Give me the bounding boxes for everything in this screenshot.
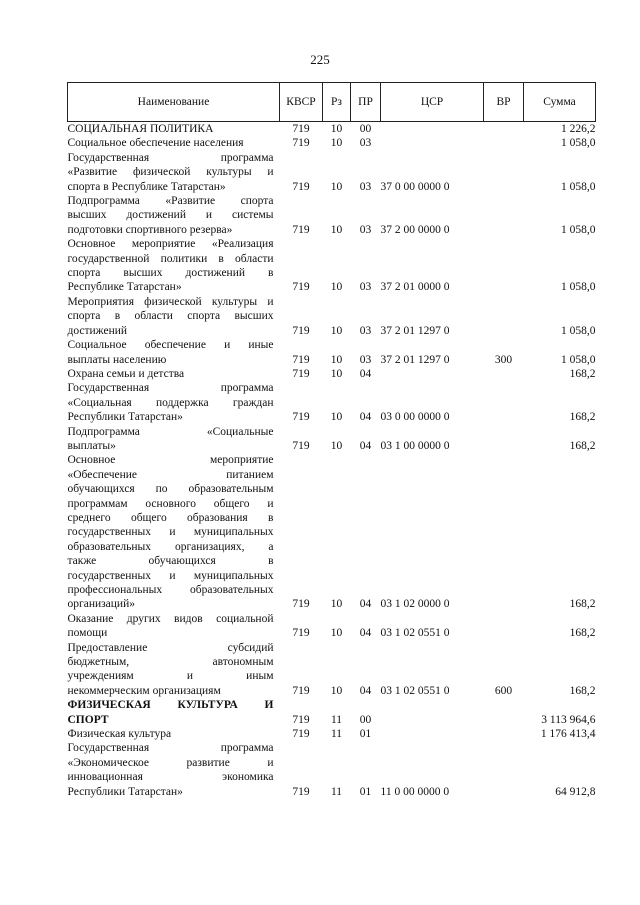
row-csr: 37 2 00 0000 0 xyxy=(380,223,450,236)
row-name-line: Государственная программа xyxy=(67,151,274,164)
row-name-line: «Экономическое развитие и xyxy=(67,756,274,769)
table-row xyxy=(68,122,596,137)
row-kvsr: 719 xyxy=(292,411,310,424)
row-rz: 10 xyxy=(330,137,343,150)
row-csr: 37 2 01 1297 0 xyxy=(380,324,450,337)
row-pr: 04 xyxy=(359,411,372,424)
row-sum: 168,2 xyxy=(569,367,596,380)
row-csr: 03 1 02 0000 0 xyxy=(380,598,450,611)
row-csr xyxy=(381,727,484,741)
table-row xyxy=(68,237,596,295)
table-row xyxy=(68,741,596,799)
row-name xyxy=(68,698,280,727)
row-pr: 00 xyxy=(359,713,372,726)
row-name-line: обучающихся по образовательным xyxy=(67,483,274,496)
row-vr: 600 xyxy=(494,684,513,697)
header-sum: Сумма xyxy=(524,83,596,122)
row-rz: 10 xyxy=(330,123,343,135)
row-name xyxy=(68,453,280,611)
row-vr xyxy=(484,612,524,641)
row-vr xyxy=(484,381,524,424)
row-name-line: Физическая культура xyxy=(67,728,172,741)
table-row xyxy=(68,698,596,727)
row-csr: 37 2 01 0000 0 xyxy=(380,281,450,294)
row-rz: 10 xyxy=(330,180,343,193)
row-name-line: достижений xyxy=(67,324,128,337)
row-name-line: Государственная программа xyxy=(67,382,274,395)
row-name xyxy=(68,338,280,367)
row-rz: 11 xyxy=(330,785,343,798)
row-name-line: организаций» xyxy=(67,598,135,611)
row-rz: 10 xyxy=(330,684,343,697)
header-rz: Рз xyxy=(323,83,351,122)
budget-table xyxy=(67,82,596,799)
row-name-line: выплаты населению xyxy=(67,353,167,366)
row-name xyxy=(68,194,280,237)
row-name-line: «Развитие физической культуры и xyxy=(67,166,274,179)
row-vr xyxy=(484,136,524,150)
row-name-line: выплаты» xyxy=(67,439,116,452)
row-vr xyxy=(484,425,524,454)
row-pr: 04 xyxy=(359,367,372,380)
row-kvsr: 719 xyxy=(292,367,310,380)
row-pr: 04 xyxy=(359,598,372,611)
row-name-line: Оказание других видов социальной xyxy=(67,612,274,625)
row-kvsr: 719 xyxy=(292,439,310,452)
row-name-line: Республики Татарстан» xyxy=(67,785,183,798)
row-vr xyxy=(484,367,524,381)
row-pr: 04 xyxy=(359,627,372,640)
table-row xyxy=(68,641,596,699)
row-pr: 03 xyxy=(359,324,372,337)
row-rz: 10 xyxy=(330,324,343,337)
row-name xyxy=(68,136,280,150)
row-sum: 1 226,2 xyxy=(561,123,596,135)
row-vr xyxy=(484,194,524,237)
row-pr: 04 xyxy=(359,684,372,697)
row-pr: 03 xyxy=(359,137,372,150)
row-name-line: Основное мероприятие xyxy=(67,454,274,467)
row-kvsr: 719 xyxy=(292,728,310,741)
table-row xyxy=(68,194,596,237)
row-sum: 1 058,0 xyxy=(561,353,596,366)
row-name-line: Основное мероприятие «Реализация xyxy=(67,238,274,251)
row-rz: 10 xyxy=(330,411,343,424)
row-name-line: Подпрограмма «Социальные xyxy=(67,425,274,438)
row-vr xyxy=(484,237,524,295)
header-vr: ВР xyxy=(484,83,524,122)
row-name-line: спорта в области спорта высших xyxy=(67,310,274,323)
row-rz: 10 xyxy=(330,598,343,611)
row-sum: 168,2 xyxy=(569,411,596,424)
row-name xyxy=(68,381,280,424)
row-vr xyxy=(484,295,524,338)
row-pr: 03 xyxy=(359,353,372,366)
row-name-line: учреждениям и иным xyxy=(67,670,274,683)
row-kvsr: 719 xyxy=(292,684,310,697)
row-name xyxy=(68,425,280,454)
row-name-line: государственных и муниципальных xyxy=(67,569,274,582)
table-header-row xyxy=(68,83,596,122)
row-name-line: «Обеспечение питанием xyxy=(67,468,274,481)
row-vr xyxy=(484,741,524,799)
row-sum: 1 058,0 xyxy=(561,137,596,150)
row-name-line: некоммерческим организациям xyxy=(67,684,221,697)
row-name xyxy=(68,151,280,194)
row-name-line: инновационная экономика xyxy=(67,771,274,784)
page-number: 225 xyxy=(310,52,330,67)
row-name-line: образовательных организациях, а xyxy=(67,540,274,553)
table-row xyxy=(68,425,596,454)
header-csr: ЦСР xyxy=(381,83,484,122)
row-name-line: Подпрограмма «Развитие спорта xyxy=(67,195,274,208)
row-vr xyxy=(484,453,524,611)
row-name-line: Предоставление субсидий xyxy=(67,641,274,654)
table-row xyxy=(68,381,596,424)
row-rz: 10 xyxy=(330,353,343,366)
table-row xyxy=(68,136,596,150)
table-row xyxy=(68,367,596,381)
row-name-line: спорта в Республике Татарстан» xyxy=(67,180,226,193)
row-rz: 10 xyxy=(330,627,343,640)
row-csr: 37 0 00 0000 0 xyxy=(380,180,450,193)
row-vr xyxy=(484,698,524,727)
table-row xyxy=(68,151,596,194)
row-name-line: СПОРТ xyxy=(67,713,109,726)
row-name-line: СОЦИАЛЬНАЯ ПОЛИТИКА xyxy=(67,123,214,135)
row-sum: 1 176 413,4 xyxy=(540,728,596,741)
row-sum: 168,2 xyxy=(569,598,596,611)
row-name xyxy=(68,612,280,641)
row-rz: 10 xyxy=(330,367,343,380)
row-rz: 11 xyxy=(330,728,343,741)
row-sum: 168,2 xyxy=(569,684,596,697)
table-row xyxy=(68,727,596,741)
row-sum: 168,2 xyxy=(569,627,596,640)
row-kvsr: 719 xyxy=(292,598,310,611)
row-rz: 10 xyxy=(330,281,343,294)
row-name-line: ФИЗИЧЕСКАЯ КУЛЬТУРА И xyxy=(67,699,274,712)
row-csr xyxy=(381,367,484,381)
row-sum: 1 058,0 xyxy=(561,223,596,236)
row-name-line: Охрана семьи и детства xyxy=(67,367,185,380)
row-name xyxy=(68,641,280,699)
row-name-line: профессиональных образовательных xyxy=(67,584,274,596)
row-name-line: программам основного общего и xyxy=(67,497,274,510)
table-body xyxy=(68,122,596,800)
row-pr: 03 xyxy=(359,281,372,294)
row-kvsr: 719 xyxy=(292,713,310,726)
row-kvsr: 719 xyxy=(292,223,310,236)
header-kvsr: КВСР xyxy=(280,83,323,122)
row-csr xyxy=(381,122,484,137)
row-name-line: государственных и муниципальных xyxy=(67,526,274,539)
row-pr: 01 xyxy=(359,785,372,798)
row-csr: 37 2 01 1297 0 xyxy=(380,353,450,366)
row-name xyxy=(68,122,280,137)
row-name xyxy=(68,367,280,381)
row-name-line: Социальное обеспечение и иные xyxy=(67,339,274,352)
row-name-line: также обучающихся в xyxy=(67,555,274,568)
row-vr xyxy=(484,151,524,194)
row-csr xyxy=(381,698,484,727)
row-kvsr: 719 xyxy=(292,281,310,294)
row-vr: 300 xyxy=(494,353,513,366)
header-name: Наименование xyxy=(68,83,280,122)
row-name-line: «Социальная поддержка граждан xyxy=(67,396,274,409)
row-name xyxy=(68,741,280,799)
row-rz: 11 xyxy=(330,713,343,726)
row-csr: 03 1 00 0000 0 xyxy=(380,439,450,452)
row-name-line: помощи xyxy=(67,627,108,640)
row-csr: 03 1 02 0551 0 xyxy=(380,627,450,640)
row-name xyxy=(68,727,280,741)
row-csr: 11 0 00 0000 0 xyxy=(380,785,450,798)
row-pr: 00 xyxy=(359,123,372,135)
row-sum: 168,2 xyxy=(569,439,596,452)
row-sum: 64 912,8 xyxy=(555,785,596,798)
row-kvsr: 719 xyxy=(292,137,310,150)
row-kvsr: 719 xyxy=(292,627,310,640)
row-kvsr: 719 xyxy=(292,785,310,798)
row-kvsr: 719 xyxy=(292,353,310,366)
row-name-line: Мероприятия физической культуры и xyxy=(67,295,274,308)
row-csr xyxy=(381,136,484,150)
row-name xyxy=(68,237,280,295)
row-kvsr: 719 xyxy=(292,324,310,337)
row-name xyxy=(68,295,280,338)
row-csr: 03 0 00 0000 0 xyxy=(380,411,450,424)
row-name-line: бюджетным, автономным xyxy=(67,656,274,669)
row-name-line: среднего общего образования в xyxy=(67,511,274,524)
row-name-line: спорта высших достижений в xyxy=(67,267,274,280)
row-pr: 03 xyxy=(359,223,372,236)
row-name-line: Республики Татарстан» xyxy=(67,411,183,424)
row-name-line: подготовки спортивного резерва» xyxy=(67,223,233,236)
row-name-line: Государственная программа xyxy=(67,742,274,755)
header-pr: ПР xyxy=(351,83,381,122)
row-name-line: государственной политики в области xyxy=(67,252,274,265)
row-kvsr: 719 xyxy=(292,180,310,193)
row-name-line: Социальное обеспечение населения xyxy=(67,137,244,150)
row-rz: 10 xyxy=(330,223,343,236)
row-kvsr: 719 xyxy=(292,123,310,135)
table-row xyxy=(68,612,596,641)
row-pr: 04 xyxy=(359,439,372,452)
row-sum: 1 058,0 xyxy=(561,281,596,294)
row-sum: 3 113 964,6 xyxy=(541,713,596,726)
row-pr: 01 xyxy=(359,728,372,741)
row-name-line: Республике Татарстан» xyxy=(67,281,182,294)
row-sum: 1 058,0 xyxy=(561,180,596,193)
row-sum: 1 058,0 xyxy=(561,324,596,337)
table-row xyxy=(68,295,596,338)
row-pr: 03 xyxy=(359,180,372,193)
row-csr: 03 1 02 0551 0 xyxy=(380,684,450,697)
row-rz: 10 xyxy=(330,439,343,452)
row-vr xyxy=(484,727,524,741)
table-row xyxy=(68,453,596,611)
table-row xyxy=(68,338,596,367)
row-vr xyxy=(484,122,524,137)
row-name-line: высших достижений и системы xyxy=(67,209,274,222)
